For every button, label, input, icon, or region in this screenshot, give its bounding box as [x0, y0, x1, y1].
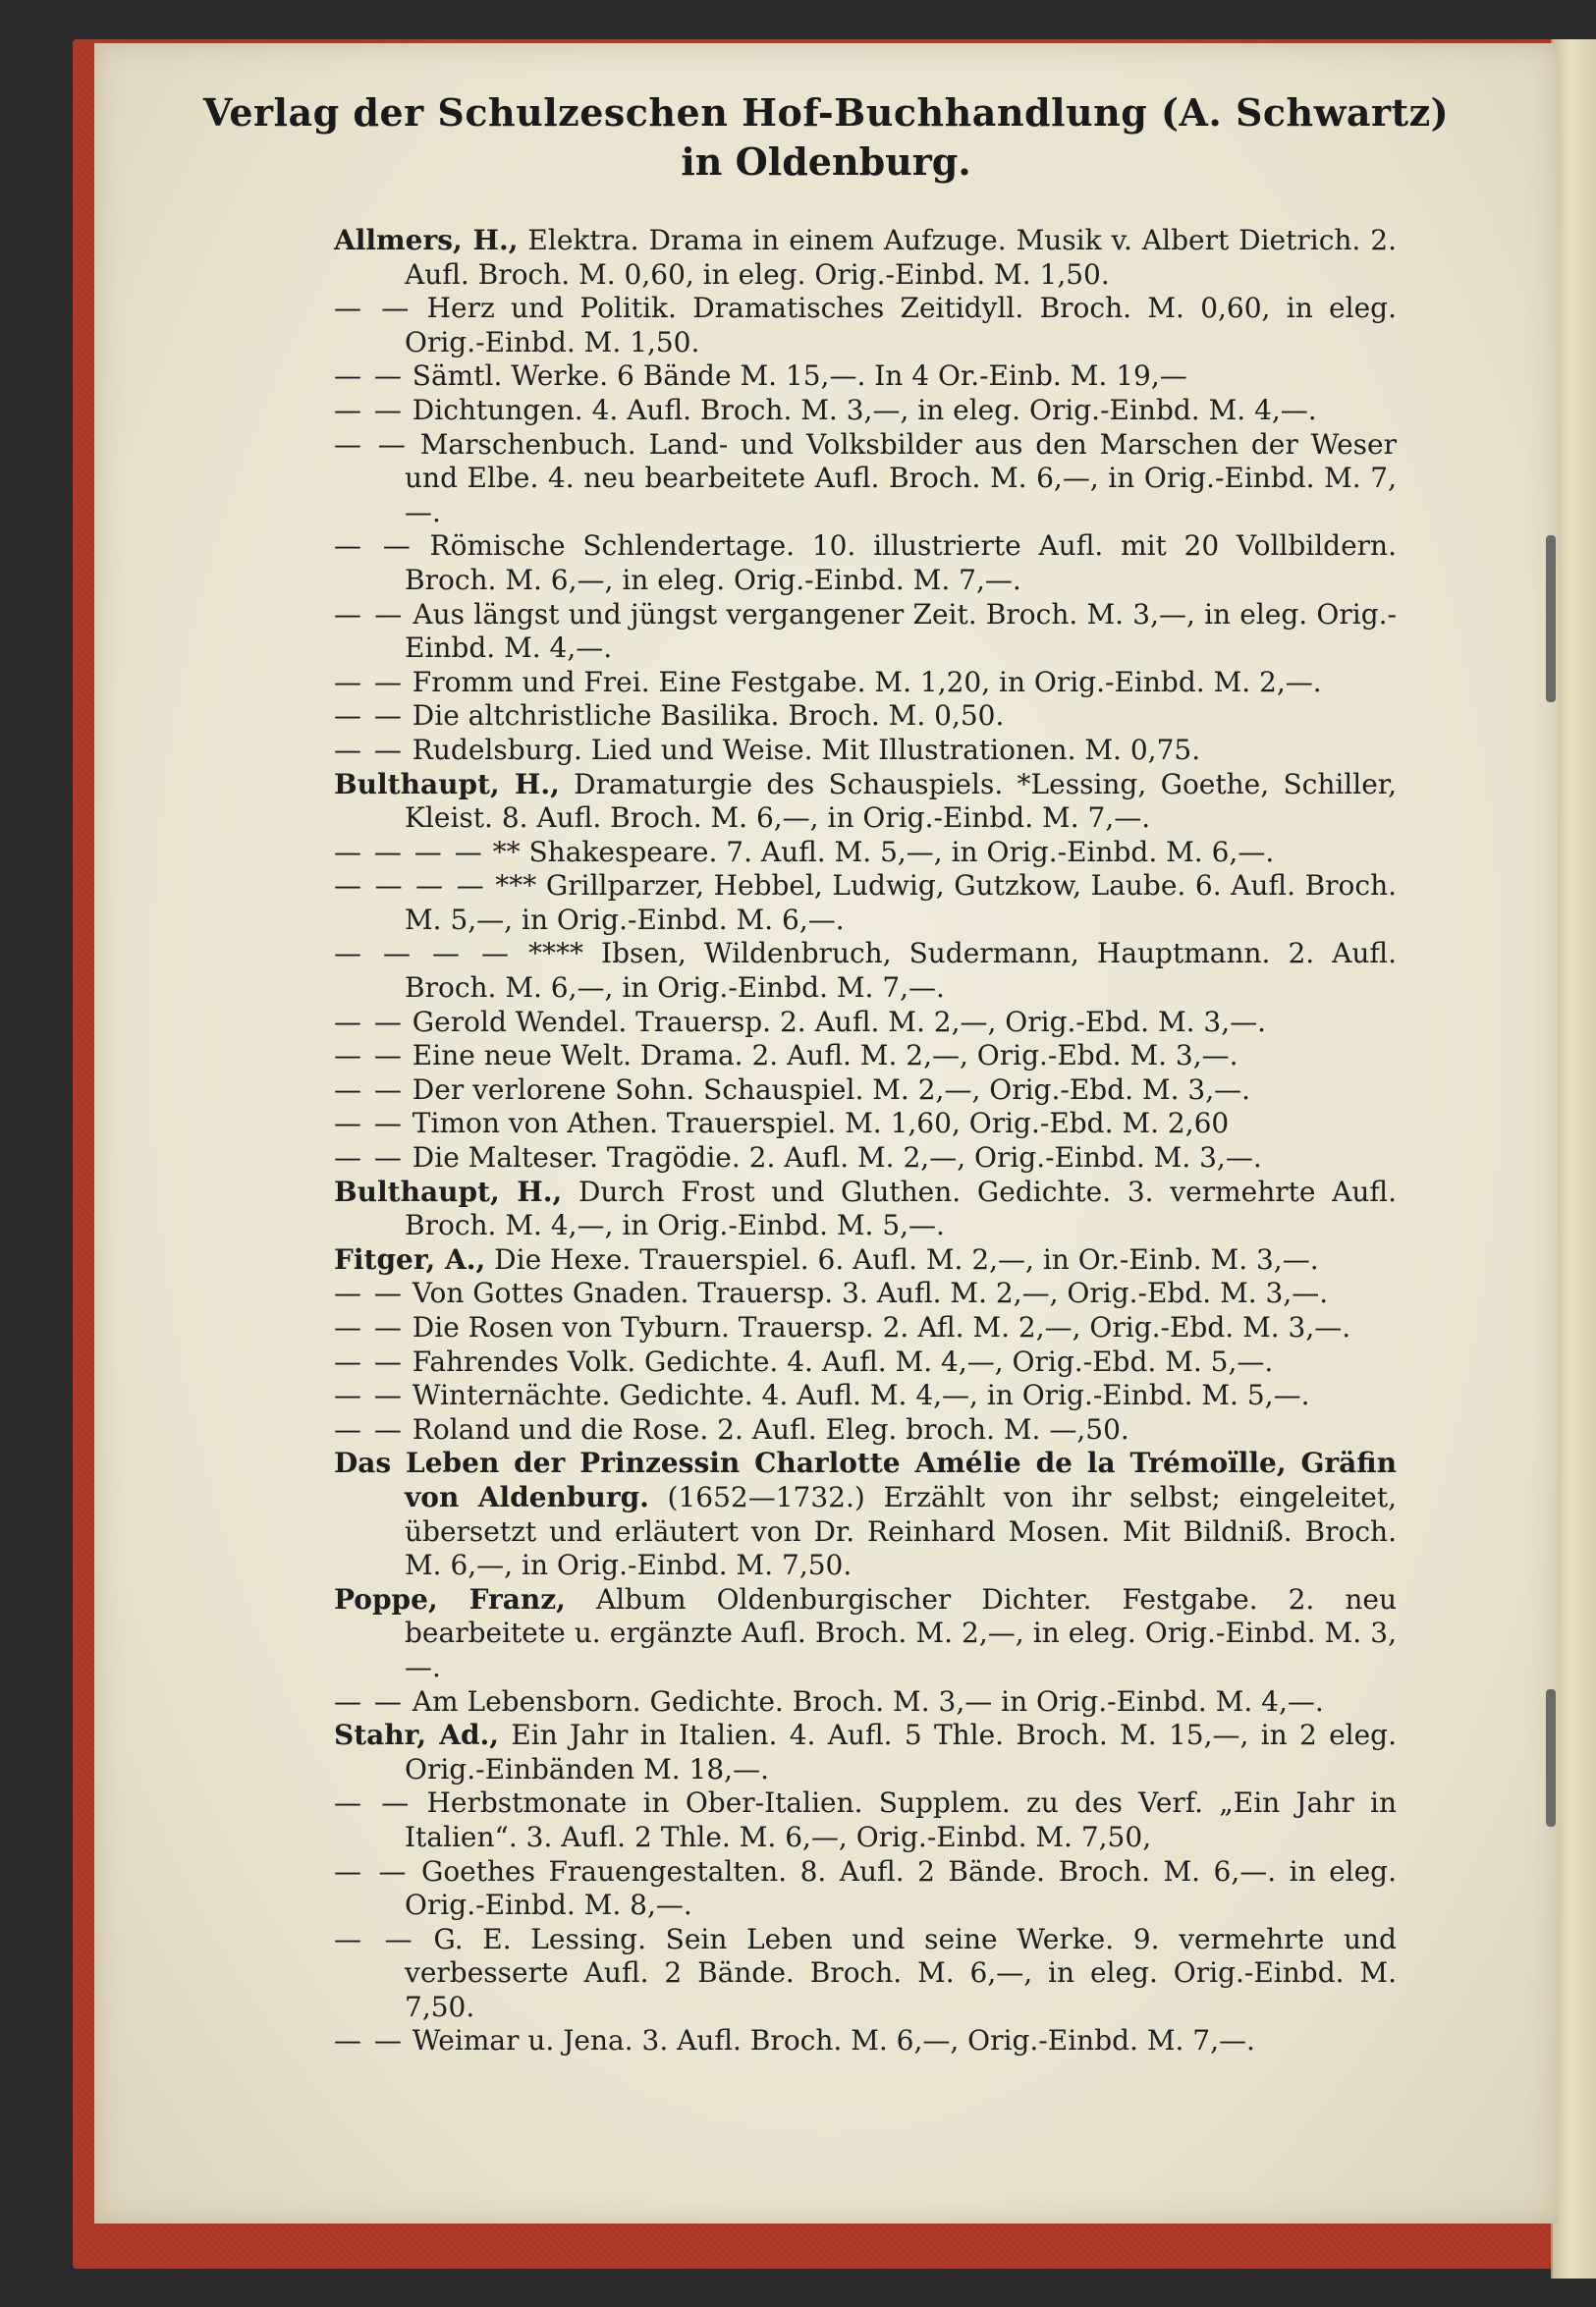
entry-text: Eine neue Welt. Drama. 2. Aufl. M. 2,—, Orig.-Ebd. M. 3,—.: [403, 1039, 1238, 1072]
ditto-dash: — —: [334, 1684, 404, 1718]
page-clip-mark: [1546, 1689, 1556, 1827]
entry-text: Gerold Wendel. Trauersp. 2. Aufl. M. 2,—, Orig.-Ebd. M. 3,—.: [403, 1005, 1267, 1038]
catalog-entry: [334, 1107, 1397, 1141]
ditto-dash: — —: [334, 359, 404, 393]
catalog-entry: [334, 292, 1397, 359]
ditto-dash: — —: [334, 529, 413, 563]
catalog-entry: [334, 699, 1397, 734]
catalog-entry: [334, 869, 1397, 937]
entry-author: Bulthaupt, H.,: [334, 1175, 563, 1208]
catalog-entry: [334, 1786, 1397, 1854]
ditto-dash: — —: [334, 393, 404, 426]
entry-text: Herbstmonate in Ober-Italien. Supplem. zu des Verf. „Ein Jahr in Italien“. 3. Aufl. 2 Thle. M. 6,—, Orig.-Einbd. M. 7,50,: [405, 1786, 1398, 1853]
entry-text: Roland und die Rose. 2. Aufl. Eleg. broch. M. —,50.: [403, 1412, 1129, 1446]
catalog-entry: [334, 529, 1397, 597]
catalog-entry: [334, 1311, 1397, 1346]
ditto-dash: — —: [334, 1786, 412, 1820]
ditto-dash: — —: [334, 1345, 404, 1378]
entry-author: Allmers, H.,: [334, 224, 519, 256]
entry-text: Die Hexe. Trauerspiel. 6. Aufl. M. 2,—, in Or.-Einb. M. 3,—.: [485, 1242, 1319, 1276]
entry-author: Das Leben der Prinzessin Charlotte Amélie de la Trémoïlle, Gräfin von Aldenburg.: [334, 1447, 1397, 1513]
ditto-dash: — —: [334, 1039, 404, 1072]
ditto-dash: — —: [334, 1412, 404, 1446]
catalog-entry: [334, 1685, 1397, 1720]
publisher-name: Verlag der Schulzeschen Hof-Buchhandlung (A. Schwartz): [202, 90, 1450, 135]
catalog-entry: [334, 1413, 1397, 1448]
entry-text: Von Gottes Gnaden. Trauersp. 3. Aufl. M. 2,—, Orig.-Ebd. M. 3,—.: [403, 1277, 1329, 1310]
entry-text: Ein Jahr in Italien. 4. Aufl. 5 Thle. Broch. M. 15,—, in 2 eleg. Orig.-Einbänden M. 18,—.: [405, 1719, 1397, 1785]
ditto-dash: — —: [334, 665, 404, 698]
ditto-dash: — —: [334, 699, 404, 733]
catalog-entry: [334, 394, 1397, 428]
catalog-entry: [334, 1073, 1397, 1108]
entry-text: Weimar u. Jena. 3. Aufl. Broch. M. 6,—, Orig.-Einbd. M. 7,—.: [403, 2024, 1255, 2058]
entry-text: Winternächte. Gedichte. 4. Aufl. M. 4,—, in Orig.-Einbd. M. 5,—.: [403, 1379, 1310, 1412]
page-clip-mark: [1546, 535, 1556, 702]
entry-text: Goethes Frauengestalten. 8. Aufl. 2 Bände. Broch. M. 6,—. in eleg. Orig.-Einbd. M. 8,—.: [405, 1854, 1397, 1922]
catalog-entry: [334, 428, 1397, 530]
entry-text: G. E. Lessing. Sein Leben und seine Werke. 9. vermehrte und verbesserte Aufl. 2 Bände. Broch. M. 6,—, in eleg. Orig.-Einbd. M. 7,50.: [405, 1922, 1397, 2023]
catalog-entry: [334, 1447, 1397, 1582]
ditto-dash: — —: [334, 733, 404, 766]
catalog-entry: [334, 1719, 1397, 1786]
catalog-entry: [334, 1583, 1397, 1685]
ditto-dash: — —: [334, 1922, 414, 1955]
ditto-dash: — —: [334, 1107, 404, 1140]
entry-text: Album Oldenburgischer Dichter. Festgabe. 2. neu bearbeitete u. ergänzte Aufl. Broch. M. 2,—, in eleg. Orig.-Einbd. M. 3,—.: [405, 1582, 1397, 1683]
publisher-header: [94, 88, 1558, 187]
entry-text: Der verlorene Sohn. Schauspiel. M. 2,—, Orig.-Ebd. M. 3,—.: [403, 1072, 1250, 1106]
ditto-dash: — — — —: [334, 835, 484, 868]
catalog-entry: [334, 1855, 1397, 1923]
entry-text: Dichtungen. 4. Aufl. Broch. M. 3,—, in eleg. Orig.-Einbd. M. 4,—.: [403, 393, 1317, 426]
catalog-entry: [334, 1277, 1397, 1311]
ditto-dash: — —: [334, 1379, 404, 1412]
entry-text: Fromm und Frei. Eine Festgabe. M. 1,20, in Orig.-Einbd. M. 2,—.: [403, 665, 1322, 698]
catalog-entry: [334, 1039, 1397, 1073]
ditto-dash: — —: [334, 1005, 404, 1038]
entry-text: Marschenbuch. Land- und Volksbilder aus den Marschen der Weser und Elbe. 4. neu bearbeitete Aufl. Broch. M. 6,—, in Orig.-Einbd. M. 7,—.: [405, 427, 1397, 528]
ditto-dash: — —: [334, 597, 405, 631]
ditto-dash: — —: [334, 1141, 404, 1175]
entry-text: Aus längst und jüngst vergangener Zeit. Broch. M. 3,—, in eleg. Orig.-Einbd. M. 4,—.: [404, 597, 1397, 665]
entry-text: Durch Frost und Gluthen. Gedichte. 3. vermehrte Aufl. Broch. M. 4,—, in Orig.-Einbd. M. 5,—.: [405, 1175, 1397, 1242]
entry-text: Die Rosen von Tyburn. Trauersp. 2. Afl. M. 2,—, Orig.-Ebd. M. 3,—.: [403, 1311, 1351, 1344]
entry-author: Fitger, A.,: [334, 1242, 486, 1276]
catalog-entry: [334, 359, 1397, 394]
catalog-entry: [334, 1379, 1397, 1413]
catalog-entry: [334, 598, 1397, 666]
ditto-dash: — —: [334, 2024, 404, 2058]
catalog-entry: [334, 836, 1397, 870]
entry-author: Poppe, Franz,: [334, 1582, 566, 1616]
catalog-entry: [334, 666, 1397, 700]
entry-text: Rudelsburg. Lied und Weise. Mit Illustrationen. M. 0,75.: [403, 733, 1201, 766]
catalog-entry: [334, 2024, 1397, 2059]
catalog-entry: [334, 1923, 1397, 2025]
catalog-entry: [334, 224, 1397, 292]
entry-text: Die Malteser. Tragödie. 2. Aufl. M. 2,—, Orig.-Einbd. M. 3,—.: [403, 1141, 1262, 1175]
entry-author: Stahr, Ad.,: [334, 1719, 500, 1752]
ditto-dash: — —: [334, 1277, 404, 1310]
catalog-entry: [334, 1141, 1397, 1176]
ditto-dash: — —: [334, 1311, 404, 1344]
entry-text: (1652—1732.) Erzählt von ihr selbst; eingeleitet, übersetzt und erläutert von Dr. Reinhard Mosen. Mit Bildniß. Broch. M. 6,—, in Orig.-Einbd. M. 7,50.: [405, 1480, 1397, 1582]
entry-author: Bulthaupt, H.,: [334, 767, 560, 800]
catalog-entries: [334, 224, 1397, 2059]
entry-text: Timon von Athen. Trauerspiel. M. 1,60, Orig.-Ebd. M. 2,60: [403, 1107, 1230, 1140]
catalog-entry: [334, 1176, 1397, 1243]
catalog-entry: [334, 937, 1397, 1005]
publisher-location: in Oldenburg.: [681, 139, 971, 184]
entry-text: ** Shakespeare. 7. Aufl. M. 5,—, in Orig.-Einbd. M. 6,—.: [483, 835, 1275, 868]
entry-text: Die altchristliche Basilika. Broch. M. 0,50.: [403, 699, 1005, 733]
ditto-dash: — — — —: [334, 937, 512, 970]
entry-text: **** Ibsen, Wildenbruch, Sudermann, Hauptmann. 2. Aufl. Broch. M. 6,—, in Orig.-Einbd. M. 7,—.: [405, 937, 1397, 1005]
catalog-entry: [334, 1243, 1397, 1278]
entry-text: Römische Schlendertage. 10. illustrierte Aufl. mit 20 Vollbildern. Broch. M. 6,—, in eleg. Orig.-Einbd. M. 7,—.: [405, 529, 1397, 596]
catalog-entry: [334, 1346, 1397, 1380]
entry-text: Am Lebensborn. Gedichte. Broch. M. 3,— in Orig.-Einbd. M. 4,—.: [403, 1684, 1324, 1718]
entry-text: Fahrendes Volk. Gedichte. 4. Aufl. M. 4,—, Orig.-Ebd. M. 5,—.: [403, 1345, 1274, 1378]
ditto-dash: — —: [334, 1854, 409, 1888]
catalog-entry: [334, 734, 1397, 768]
entry-text: Herz und Politik. Dramatisches Zeitidyll. Broch. M. 0,60, in eleg. Orig.-Einbd. M. 1,50.: [405, 292, 1397, 358]
entry-text: Dramaturgie des Schauspiels. *Lessing, Goethe, Schiller, Kleist. 8. Aufl. Broch. M. 6,—, in Orig.-Einbd. M. 7,—.: [405, 767, 1397, 835]
entry-text: *** Grillparzer, Hebbel, Ludwig, Gutzkow, Laube. 6. Aufl. Broch. M. 5,—, in Orig.-Einbd. M. 6,—.: [405, 869, 1398, 936]
ditto-dash: — —: [334, 292, 412, 325]
ditto-dash: — —: [334, 427, 408, 461]
ditto-dash: — —: [334, 1072, 404, 1106]
entry-text: Elektra. Drama in einem Aufzuge. Musik v. Albert Dietrich. 2. Aufl. Broch. M. 0,60, in eleg. Orig.-Einbd. M. 1,50.: [405, 224, 1398, 291]
catalog-entry: [334, 1006, 1397, 1040]
catalog-entry: [334, 768, 1397, 836]
entry-text: Sämtl. Werke. 6 Bände M. 15,—. In 4 Or.-Einb. M. 19,—: [403, 359, 1187, 393]
ditto-dash: — — — —: [334, 869, 486, 903]
